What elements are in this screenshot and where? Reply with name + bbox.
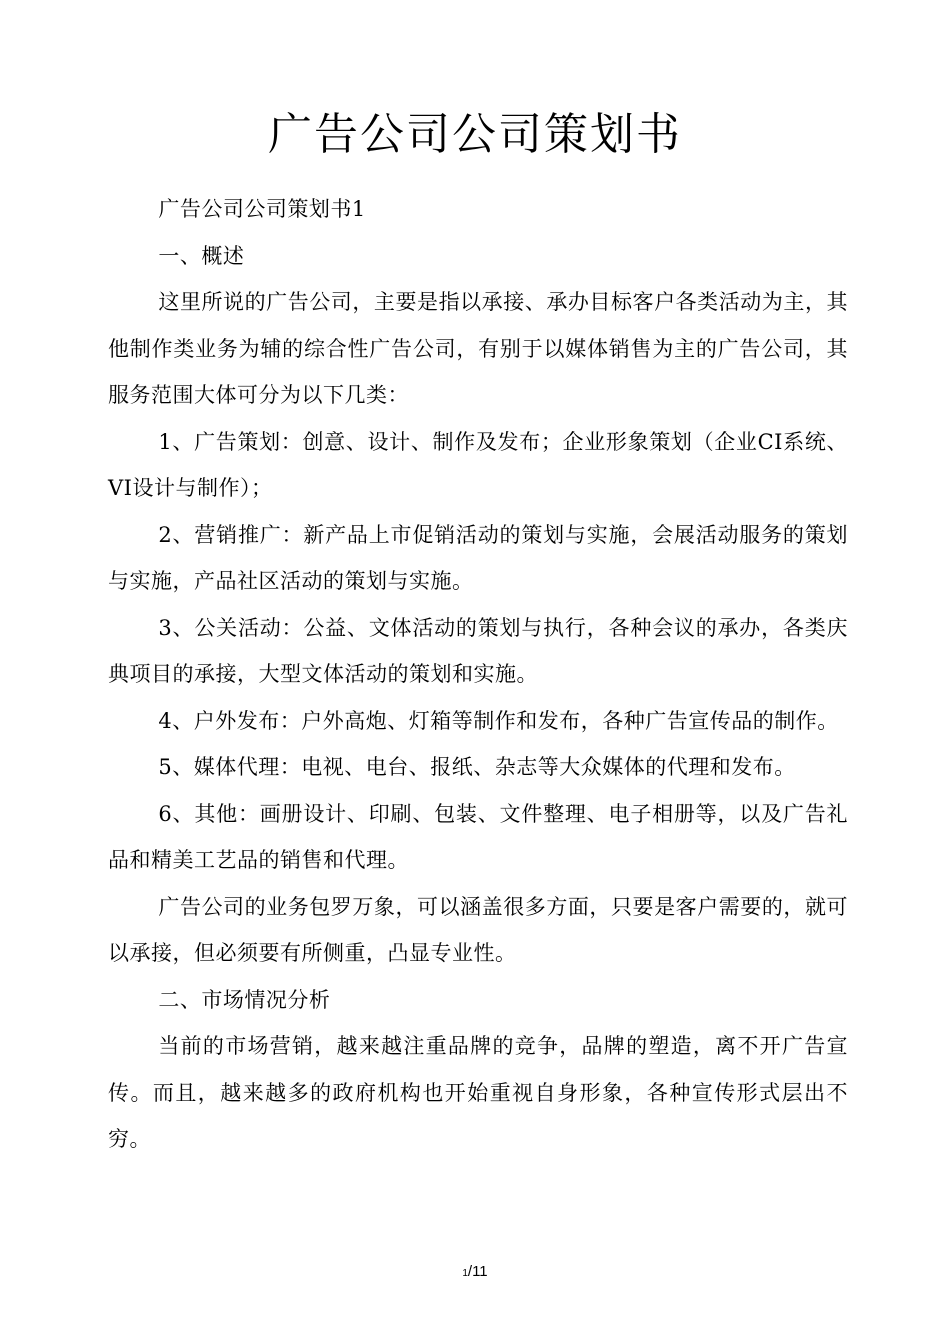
list-item: 2、营销推广：新产品上市促销活动的策划与实施，会展活动服务的策划与实施，产品社区活动的策划与实施。 [108, 522, 848, 593]
section-heading-overview: 一、概述 [158, 243, 245, 268]
document-title: 广告公司公司策划书 [268, 109, 682, 160]
paragraph-subtitle: 广告公司公司策划书1 [158, 197, 366, 221]
page-number-total: /11 [467, 1263, 488, 1280]
list-item: 6、其他：画册设计、印刷、包装、文件整理、电子相册等，以及广告礼品和精美工艺品的销售和代理。 [108, 801, 848, 872]
paragraph: 广告公司的业务包罗万象，可以涵盖很多方面，只要是客户需要的，就可以承接，但必须要有所侧重，凸显专业性。 [108, 894, 848, 965]
document-body [108, 186, 848, 1163]
paragraph: 这里所说的广告公司，主要是指以承接、承办目标客户各类活动为主，其他制作类业务为辅的综合性广告公司，有别于以媒体销售为主的广告公司，其服务范围大体可分为以下几类： [108, 290, 848, 407]
list-item: 5、媒体代理：电视、电台、报纸、杂志等大众媒体的代理和发布。 [158, 755, 796, 779]
page-number-current: 1 [462, 1268, 468, 1279]
list-item: 4、户外发布：户外高炮、灯箱等制作和发布，各种广告宣传品的制作。 [158, 708, 839, 733]
section-heading-market: 二、市场情况分析 [158, 987, 331, 1012]
list-item: 1、广告策划：创意、设计、制作及发布；企业形象策划（企业CI系统、VI设计与制作）； [108, 429, 848, 500]
list-item: 3、公关活动：公益、文体活动的策划与执行，各种会议的承办，各类庆典项目的承接，大型文体活动的策划和实施。 [108, 615, 848, 686]
page-number [0, 1262, 950, 1284]
paragraph: 当前的市场营销，越来越注重品牌的竞争，品牌的塑造，离不开广告宣传。而且，越来越多的政府机构也开始重视自身形象，各种宣传形式层出不穷。 [108, 1034, 848, 1151]
